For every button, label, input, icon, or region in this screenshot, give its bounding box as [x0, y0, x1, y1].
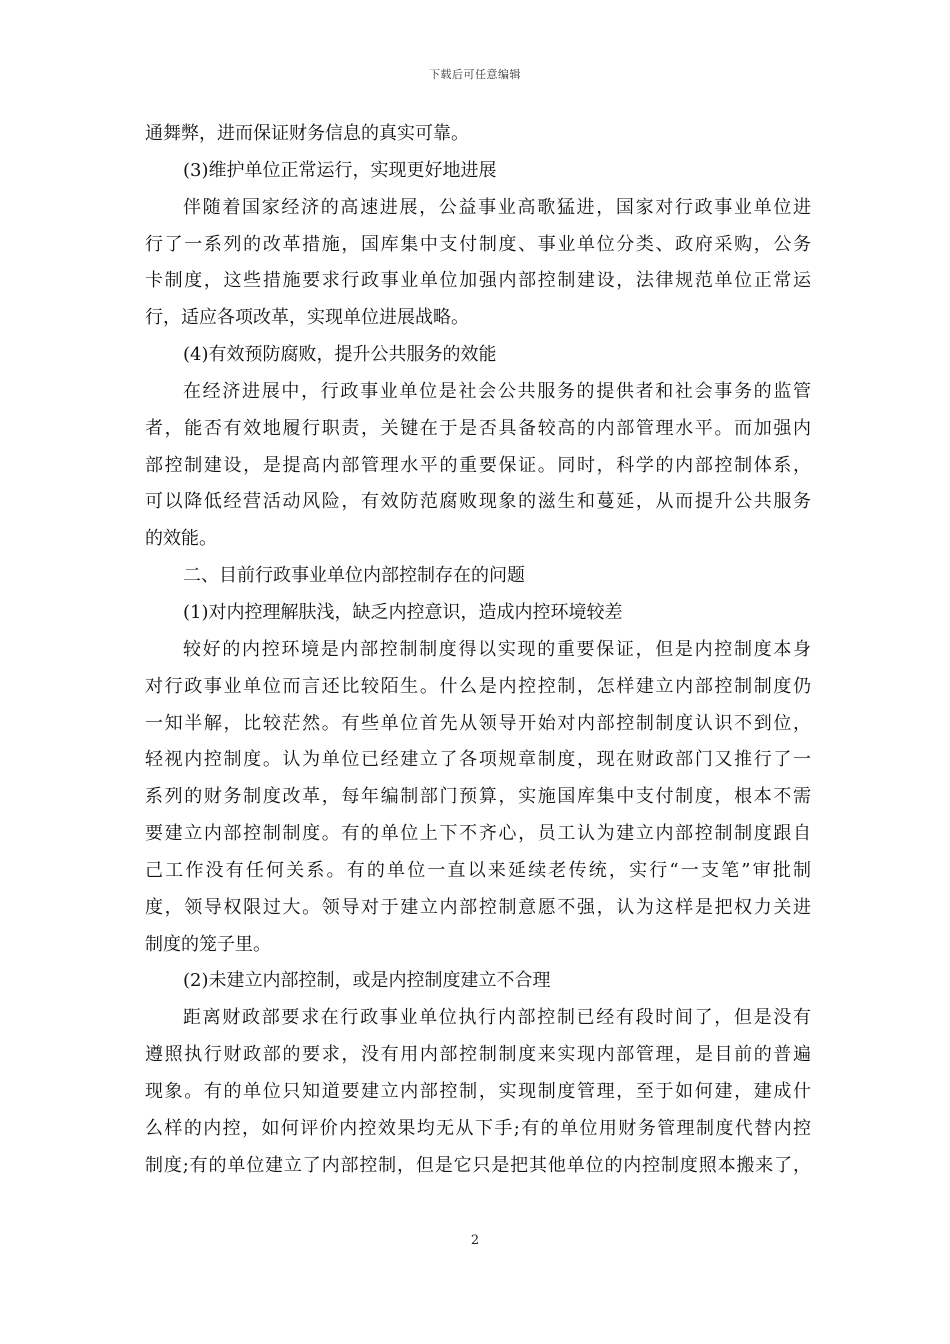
text-line: 己工作没有任何关系。有的单位一直以来延续老传统，实行“一支笔”审批制 — [145, 859, 811, 881]
text-line: 在经济进展中，行政事业单位是社会公共服务的提供者和社会事务的监管 — [183, 380, 811, 402]
page-header: 下载后可任意编辑 — [429, 68, 521, 81]
text-line: 行，适应各项改革，实现单位进展战略。 — [145, 307, 469, 329]
document-body — [145, 116, 811, 1184]
text-line: 可以降低经营活动风险，有效防范腐败现象的滋生和蔓延，从而提升公共服务 — [145, 491, 811, 513]
text-line: 距离财政部要求在行政事业单位执行内部控制已经有段时间了，但是没有 — [183, 1007, 811, 1029]
text-line: (2)未建立内部控制，或是内控制度建立不合理 — [183, 970, 551, 992]
text-line: 系列的财务制度改革，每年编制部门预算，实施国库集中支付制度，根本不需 — [145, 786, 811, 808]
text-line: 者，能否有效地履行职责，关键在于是否具备较高的内部管理水平。而加强内 — [145, 417, 811, 439]
text-line: 通舞弊，进而保证财务信息的真实可靠。 — [145, 123, 469, 144]
text-line: 行了一系列的改革措施，国库集中支付制度、事业单位分类、政府采购，公务 — [145, 233, 811, 255]
text-line: 对行政事业单位而言还比较陌生。什么是内控控制，怎样建立内部控制制度仍 — [145, 675, 811, 697]
text-line: 部控制建设，是提高内部管理水平的重要保证。同时，科学的内部控制体系， — [145, 454, 811, 476]
text-line: 伴随着国家经济的高速进展，公益事业高歌猛进，国家对行政事业单位进 — [183, 196, 811, 218]
text-line: 要建立内部控制制度。有的单位上下不齐心，员工认为建立内部控制制度跟自 — [145, 823, 811, 845]
text-line: 制度的笼子里。 — [145, 933, 271, 955]
text-line: 度，领导权限过大。领导对于建立内部控制意愿不强，认为这样是把权力关进 — [145, 896, 811, 918]
text-line: 的效能。 — [145, 528, 217, 550]
text-line: 么样的内控，如何评价内控效果均无从下手;有的单位用财务管理制度代替内控 — [145, 1117, 811, 1139]
text-line: 遵照执行财政部的要求，没有用内部控制制度来实现内部管理，是目前的普遍 — [145, 1044, 811, 1066]
text-line: (1)对内控理解肤浅，缺乏内控意识，造成内控环境较差 — [183, 601, 623, 623]
text-line: 较好的内控环境是内部控制制度得以实现的重要保证，但是内控制度本身 — [183, 638, 811, 660]
text-line: (3)维护单位正常运行，实现更好地进展 — [183, 159, 497, 181]
page-number: 2 — [470, 1233, 480, 1248]
text-line: 一知半解，比较茫然。有些单位首先从领导开始对内部控制制度认识不到位， — [145, 712, 811, 734]
text-line: (4)有效预防腐败，提升公共服务的效能 — [183, 344, 497, 366]
text-line: 制度;有的单位建立了内部控制，但是它只是把其他单位的内控制度照本搬来了， — [145, 1154, 811, 1176]
text-line: 现象。有的单位只知道要建立内部控制，实现制度管理，至于如何建，建成什 — [145, 1080, 811, 1102]
text-line: 二、目前行政事业单位内部控制存在的问题 — [183, 565, 525, 587]
text-line: 轻视内控制度。认为单位已经建立了各项规章制度，现在财政部门又推行了一 — [145, 749, 811, 771]
text-line: 卡制度，这些措施要求行政事业单位加强内部控制建设，法律规范单位正常运 — [145, 270, 811, 292]
